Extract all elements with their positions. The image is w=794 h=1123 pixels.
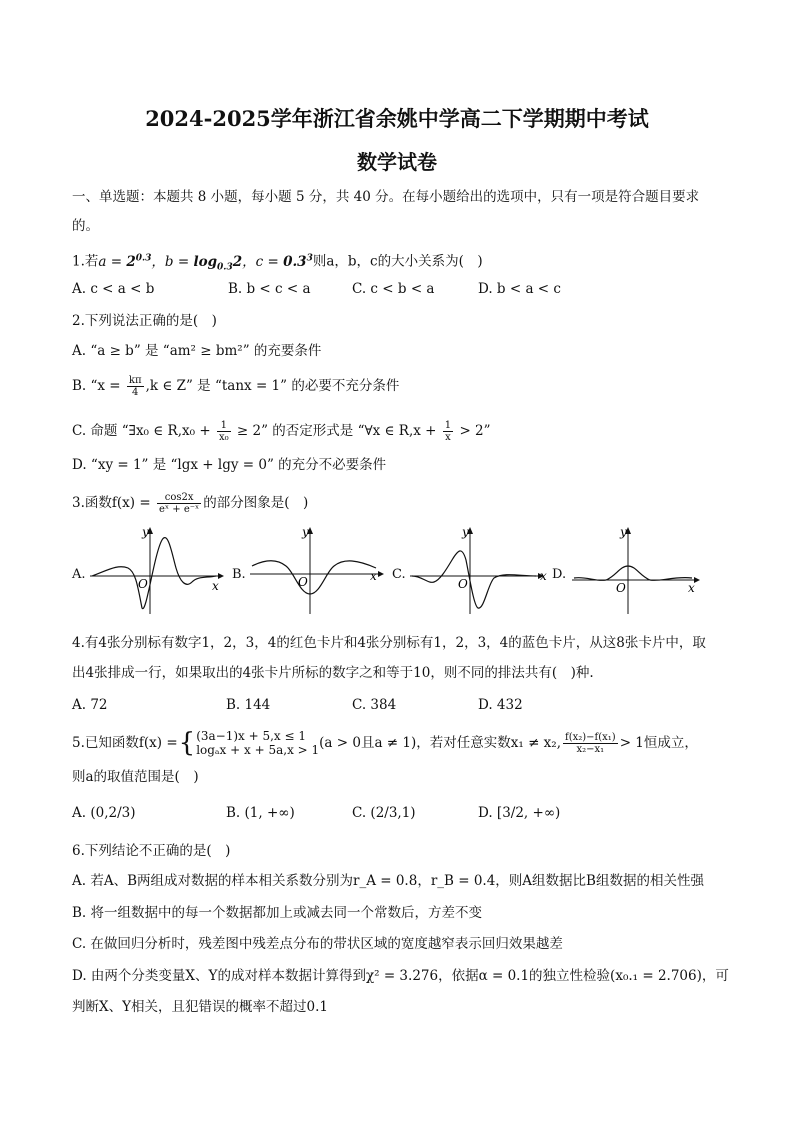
section-heading-line2: 的。 (72, 218, 99, 234)
q4-option-d[interactable]: D. 432 (478, 697, 523, 713)
q2-option-c-prefix: C. 命题 “∃x₀ ∈ R,x₀ + (72, 423, 211, 439)
q6-option-d-line2: 判断X、Y相关，且犯错误的概率不超过0.1 (72, 999, 328, 1015)
y-axis-label: y (142, 525, 149, 539)
brace-symbol: { (178, 728, 196, 758)
q3-option-b-label[interactable]: B. (232, 567, 246, 582)
x-axis-label: x (212, 579, 219, 593)
q1-option-b[interactable]: B. b < c < a (228, 281, 311, 297)
q2-option-c-fraction1 (217, 420, 231, 443)
q1-stem-prefix: 1.若 (72, 253, 99, 270)
origin-label: O (298, 575, 308, 589)
fraction-denominator: x (445, 432, 451, 443)
fraction-numerator: kπ (128, 375, 142, 386)
fraction-numerator: 1 (444, 420, 452, 431)
q3-stem-prefix: 3.函数f(x) = (72, 495, 151, 511)
q6-option-b[interactable]: B. 将一组数据中的每一个数据都加上或减去同一个常数后，方差不变 (72, 905, 483, 921)
q2-stem: 2.下列说法正确的是( ) (72, 313, 217, 329)
fraction-denominator: x₂−x₁ (576, 743, 605, 755)
q5-piecewise (196, 729, 319, 757)
q3-graph-b[interactable] (248, 524, 388, 616)
q1-option-a[interactable]: A. c < a < b (72, 281, 155, 297)
y-axis-label: y (302, 525, 309, 539)
q1-stem (72, 249, 483, 276)
origin-label: O (616, 581, 626, 595)
fraction-denominator: eˣ + e⁻ˣ (158, 504, 200, 515)
section-heading-line1: 一、单选题：本题共 8 小题，每小题 5 分，共 40 分。在每小题给出的选项中，只有一项是符合题目要求 (72, 189, 700, 205)
q5-stem-suffix: > 1恒成立， (619, 735, 698, 751)
fraction-denominator: 4 (132, 387, 139, 398)
q5-stem-line2: 则a的取值范围是( ) (72, 769, 199, 785)
q2-option-d[interactable]: D. “xy = 1” 是 “lgx + lgy = 0” 的充分不必要条件 (72, 457, 387, 473)
q5-option-b[interactable]: B. (1, +∞) (226, 805, 295, 821)
origin-label: O (458, 577, 468, 591)
q4-option-c[interactable]: C. 384 (352, 697, 397, 713)
q4-stem-line2: 出4张排成一行，如果取出的4张卡片所标的数字之和等于10，则不同的排法共有( )种. (72, 665, 594, 681)
q3-stem (72, 492, 308, 515)
q2-option-c[interactable] (72, 420, 491, 443)
exam-subtitle: 数学试卷 (357, 150, 437, 174)
q6-option-a[interactable]: A. 若A、B两组成对数据的样本相关系数分别为r_A = 0.8，r_B = 0.4，则A组数据比B组数据的相关性强 (72, 873, 704, 889)
q2-option-b-prefix: B. “x = (72, 378, 121, 394)
q5-piece1: (3a−1)x + 5,x ≤ 1 (196, 729, 307, 743)
q3-fraction (157, 492, 201, 515)
x-axis-label: x (688, 581, 695, 595)
q1-stem-suffix: 则a，b，c的大小关系为( ) (312, 253, 483, 270)
q1-option-c[interactable]: C. c < b < a (352, 281, 435, 297)
q2-option-b-fraction (127, 375, 144, 398)
q4-option-b[interactable]: B. 144 (226, 697, 271, 713)
fraction-numerator: f(x₂)−f(x₁) (565, 731, 616, 743)
q5-stem-prefix: 5.已知函数f(x) = (72, 735, 178, 751)
q2-option-c-fraction2 (443, 420, 453, 443)
q5-option-c[interactable]: C. (2/3,1) (352, 805, 416, 821)
q2-option-b[interactable] (72, 375, 399, 398)
q6-stem: 6.下列结论不正确的是( ) (72, 843, 231, 859)
q4-option-a[interactable]: A. 72 (72, 697, 108, 713)
q3-stem-suffix: 的部分图象是( ) (203, 495, 309, 511)
x-axis-label: x (370, 569, 377, 583)
q3-graph-a[interactable] (88, 524, 228, 616)
y-axis-label: y (462, 525, 469, 539)
q2-option-c-mid: ≥ 2” 的否定形式是 “∀x ∈ R,x + (236, 423, 437, 439)
q2-option-c-suffix: > 2” (459, 423, 491, 439)
q3-graph-c[interactable] (408, 524, 548, 616)
exam-title: 2024-2025学年浙江省余姚中学高二下学期期中考试 (145, 106, 649, 131)
q3-option-a-label[interactable]: A. (72, 567, 86, 582)
fraction-denominator: x₀ (218, 432, 229, 443)
q3-option-c-label[interactable]: C. (392, 567, 406, 582)
q1-stem-math: $a = 2^{0.3}$，$b = \log_{0.3}2$，$c = 0.3^3$ (98, 253, 313, 273)
q5-piece2: logₐx + x + 5a,x > 1 (196, 743, 320, 757)
y-axis-label: y (620, 525, 627, 539)
q6-option-c[interactable]: C. 在做回归分析时，残差图中残差点分布的带状区域的宽度越窄表示回归效果越差 (72, 936, 563, 952)
q4-stem-line1: 4.有4张分别标有数字1，2，3，4的红色卡片和4张分别标有1，2，3，4的蓝色卡片，从这8张卡片中，取 (72, 635, 706, 651)
q1-option-d[interactable]: D. b < a < c (478, 281, 561, 297)
q5-option-a[interactable]: A. (0,2/3) (72, 805, 136, 821)
fraction-numerator: 1 (217, 420, 231, 432)
origin-label: O (138, 577, 148, 591)
q5-fraction (563, 732, 618, 755)
q5-condition: (a > 0且a ≠ 1)，若对任意实数x₁ ≠ x₂, (319, 735, 561, 751)
q5-option-d[interactable]: D. [3/2, +∞) (478, 805, 561, 821)
q5-stem (72, 724, 698, 762)
q6-option-d-line1[interactable]: D. 由两个分类变量X、Y的成对样本数据计算得到χ² = 3.276，依据α = 0.1的独立性检验(x₀.₁ = 2.706)，可 (72, 968, 729, 984)
q3-graph-d[interactable] (570, 524, 710, 616)
q2-option-a[interactable]: A. “a ≥ b” 是 “am² ≥ bm²” 的充要条件 (72, 343, 322, 359)
x-axis-label: x (540, 569, 547, 583)
fraction-numerator: cos2x (157, 492, 201, 504)
q2-option-b-suffix: ,k ∈ Z” 是 “tanx = 1” 的必要不充分条件 (145, 378, 400, 394)
q3-option-d-label[interactable]: D. (552, 567, 567, 582)
